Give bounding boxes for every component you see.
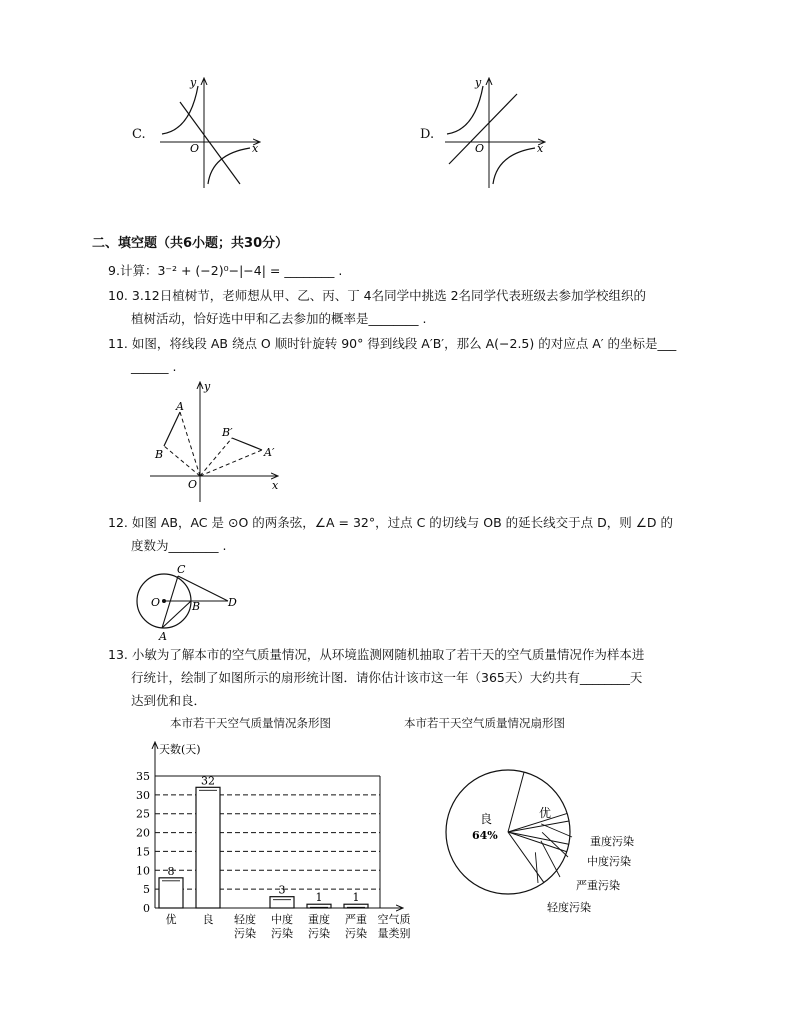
question-text: 如图 AB，AC 是 ⊙O 的两条弦，∠A = 32°，过点 C 的切线与 OB 的延长线交于点 D，则 ∠D 的 [131,515,674,530]
question-text: 计算：3⁻² + (−2)⁰−|−4| = ________ . [119,263,343,278]
question-9 [108,262,342,280]
x-tick-label: 优 [165,913,177,926]
pie-label: 严重污染 [576,879,620,892]
dashed-ob1 [200,438,232,476]
data-label: 8 [167,864,175,878]
axis-label-x: x [252,142,259,155]
point-label-o: O [151,596,161,609]
point-label-a: A [176,400,184,413]
pie-label: 轻度污染 [547,901,591,914]
data-label: 1 [352,891,360,905]
point-label-b1: B′ [222,426,233,439]
hyperbola-branch [493,148,535,184]
point-label-c: C [177,563,186,576]
question-text: 植树活动，恰好选中甲和乙去参加的概率是________ . [131,311,427,326]
bar-chart-title: 本市若干天空气质量情况条形图 [170,716,331,730]
x-tick-label: 污染 [234,927,256,940]
axis-label-x: x [272,479,279,492]
y-tick-label: 5 [143,883,150,897]
x-tick-label: 中度 [271,913,293,926]
bar-chart [125,738,425,948]
graph-d-label: D. [420,127,435,142]
y-tick-label: 0 [143,902,150,915]
question-number: 9. [108,263,120,278]
origin-label: O [475,142,485,155]
x-axis-label: 量类别 [377,927,411,940]
x-tick-label: 严重 [345,913,367,926]
question-text: 3.12日植树节，老师想从甲、乙、丙、丁 4名同学中挑选 2名同学代表班级去参加学校组织的 [131,288,647,303]
rotation-figure [150,378,285,503]
data-label: 3 [278,883,286,897]
graph-c [160,72,270,192]
x-tick-label: 良 [202,913,214,926]
x-tick-label: 污染 [308,927,330,940]
origin-label: O [190,142,200,155]
pie-label: 优 [539,806,552,820]
data-label: 1 [315,891,323,905]
point-label-d: D [228,596,237,609]
hyperbola-branch [447,86,483,134]
hyperbola-branch [208,148,250,184]
pie-chart [440,765,670,925]
x-tick-label: 轻度 [234,913,256,926]
segment-ab [164,412,180,446]
axis-label-y: y [190,76,197,89]
point-label-b: B [192,600,201,613]
y-tick-label: 15 [136,845,150,859]
section-title: 二、填空题（共6小题；共30分） [92,236,289,251]
line [180,102,240,184]
circle-figure [130,562,245,642]
data-label: 32 [201,774,215,788]
question-number: 11. [108,336,128,351]
point-label-a1: A′ [264,446,275,459]
point-label-b: B [155,448,164,461]
question-text: 小敏为了解本市的空气质量情况，从环境监测网随机抽取了若干天的空气质量情况作为样本进 [131,647,645,662]
hyperbola-branch [162,86,198,134]
y-axis-label: 天数(天) [159,743,201,756]
segment-a1b1 [232,438,262,450]
y-tick-label: 20 [136,826,150,840]
dashed-oa [180,412,200,476]
pie-label: 中度污染 [587,855,631,868]
dashed-oa1 [200,450,262,476]
question-text: 达到优和良． [131,693,207,708]
dashed-ob [164,446,200,476]
bar [159,878,183,908]
question-text: 如图，将线段 AB 绕点 O 顺时针旋转 90° 得到线段 A′B′，那么 A(−2.5) 的对应点 A′ 的坐标是___ [131,336,677,351]
x-tick-label: 污染 [271,927,293,940]
tangent-cd [178,576,228,601]
point-label-a: A [159,630,167,642]
pie-chart-title: 本市若干天空气质量情况扇形图 [404,716,565,730]
bar [270,897,294,908]
y-tick-label: 10 [136,864,150,878]
y-tick-label: 35 [136,770,150,783]
graph-c-label: C. [132,127,146,142]
axis-label-y: y [475,76,482,89]
y-tick-label: 30 [136,788,150,802]
question-number: 10. [108,288,128,303]
bar [196,787,220,908]
axis-label-x: x [537,142,544,155]
axis-label-y: y [204,380,211,393]
x-tick-label: 重度 [308,913,330,926]
origin-label: O [188,478,198,491]
pie-label: 重度污染 [590,835,634,848]
question-text: 行统计，绘制了如图所示的扇形统计图．请你估计该市这一年（365天）大约共有________天 [131,670,643,685]
question-number: 12. [108,515,128,530]
question-text: ______ . [131,359,177,374]
y-tick-label: 25 [136,807,150,821]
x-axis-label: 空气质 [377,913,411,926]
question-text: 度数为________ . [131,538,227,553]
question-number: 13. [108,647,128,662]
pie-label: 良 [480,812,493,826]
x-tick-label: 污染 [345,927,367,940]
pie-percent-label: 64% [472,829,498,842]
graph-d [445,72,555,192]
